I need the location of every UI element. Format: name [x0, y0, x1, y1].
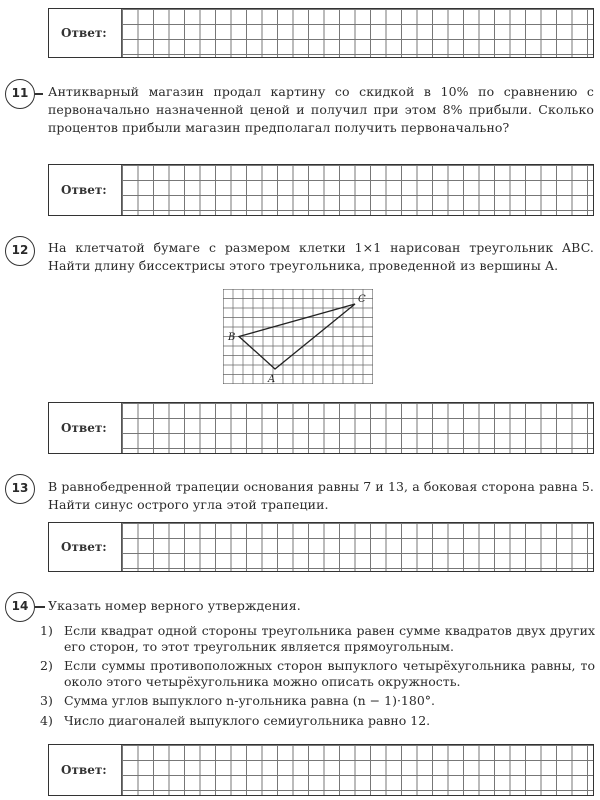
option-text: Сумма углов выпуклого n-угольника равна (n − 1)·180°.: [64, 693, 436, 708]
task-number-11: 11: [5, 79, 35, 109]
answer-label: Ответ:: [61, 183, 107, 197]
triangle-grid-figure: [223, 289, 373, 384]
option-2: [40, 658, 595, 690]
task-number-12: 12: [5, 236, 35, 266]
answer-input-grid[interactable]: [121, 523, 593, 571]
option-3: [40, 693, 595, 709]
task-11-text: Антикварный магазин продал картину со скидкой в 10% по сравнению с первоначально назначенной ценой и получил при этом 8% прибыли. Сколько процентов прибыли магазин предполагал получить первоначально?: [48, 84, 594, 135]
option-number: 1): [40, 623, 53, 638]
answer-input-grid[interactable]: [121, 745, 593, 795]
vertex-label-b: B: [228, 332, 236, 343]
answer-box-14: [48, 744, 594, 796]
option-number: 2): [40, 658, 53, 673]
task-divider: [35, 606, 45, 608]
answer-label: Ответ:: [61, 26, 107, 40]
answer-box-13: [48, 522, 594, 572]
option-text: Если квадрат одной стороны треугольника равен сумме квадратов двух других его сторон, то этот треугольник является прямоугольным.: [64, 623, 595, 654]
task-14-text: Указать номер верного утверждения.: [48, 598, 301, 613]
task-number-14: 14: [5, 592, 35, 622]
vertex-label-c: C: [358, 294, 366, 305]
answer-label: Ответ:: [61, 763, 107, 777]
task-divider: [35, 93, 43, 95]
task-12-text: На клетчатой бумаге с размером клетки 1×1 нарисован треугольник ABC. Найти длину биссектрисы этого треугольника, проведенной из вершины A.: [48, 240, 594, 273]
answer-box-12: [48, 402, 594, 454]
option-number: 3): [40, 693, 53, 708]
vertex-label-a: A: [268, 374, 276, 384]
option-1: [40, 623, 595, 655]
answer-label: Ответ:: [61, 540, 107, 554]
answer-box-10: [48, 8, 594, 58]
answer-input-grid[interactable]: [121, 403, 593, 453]
option-text: Если суммы противоположных сторон выпуклого четырёхугольника равны, то около этого четырёхугольника можно описать окружность.: [64, 658, 595, 689]
answer-label: Ответ:: [61, 421, 107, 435]
option-number: 4): [40, 713, 53, 728]
option-text: Число диагоналей выпуклого семиугольника равно 12.: [64, 713, 431, 728]
option-4: [40, 713, 595, 729]
task-number-13: 13: [5, 474, 35, 504]
answer-input-grid[interactable]: [121, 9, 593, 57]
task-13-text: В равнобедренной трапеции основания равны 7 и 13, а боковая сторона равна 5. Найти синус острого угла этой трапеции.: [48, 479, 594, 512]
answer-input-grid[interactable]: [121, 165, 593, 215]
answer-box-11: [48, 164, 594, 216]
